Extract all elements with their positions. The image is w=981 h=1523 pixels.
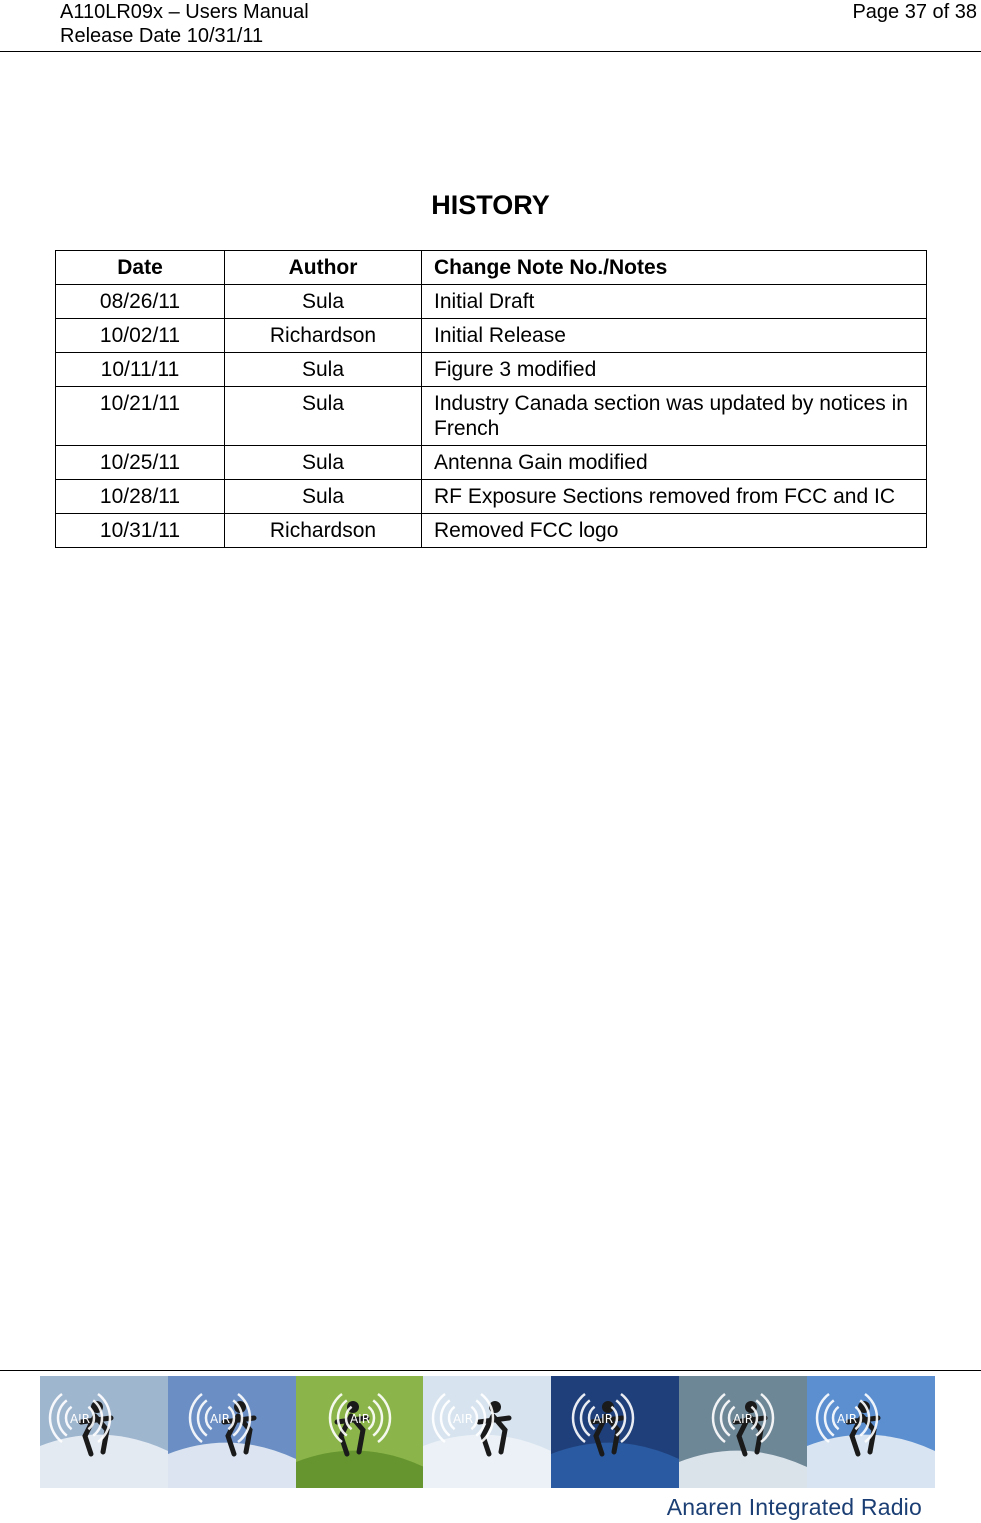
- history-table: [55, 250, 927, 548]
- air-label: AIR: [453, 1412, 474, 1426]
- cell-date: 08/26/11: [56, 285, 225, 319]
- table-row: [56, 353, 927, 387]
- cell-notes: Industry Canada section was updated by notices in French: [422, 387, 927, 446]
- cyclist-icon: [296, 1376, 424, 1488]
- cell-author: Richardson: [225, 319, 422, 353]
- footer-divider: [0, 1370, 981, 1371]
- cell-notes: Initial Draft: [422, 285, 927, 319]
- snowboarder-icon: [423, 1376, 551, 1488]
- banner-panel: [296, 1376, 424, 1488]
- page-number: Page 37 of 38: [852, 1, 977, 23]
- cell-notes: Figure 3 modified: [422, 353, 927, 387]
- document-title: A110LR09x – Users Manual: [60, 1, 309, 23]
- release-date: Release Date 10/31/11: [60, 25, 264, 47]
- cell-date: 10/21/11: [56, 387, 225, 446]
- air-banner: [40, 1376, 935, 1488]
- cell-notes: Initial Release: [422, 319, 927, 353]
- banner-panel: [423, 1376, 551, 1488]
- banner-panel: [551, 1376, 679, 1488]
- skateboarder-icon: [807, 1376, 935, 1488]
- cell-notes: Removed FCC logo: [422, 514, 927, 548]
- air-label: AIR: [349, 1412, 370, 1426]
- cell-date: 10/28/11: [56, 480, 225, 514]
- cell-date: 10/31/11: [56, 514, 225, 548]
- air-label: AIR: [209, 1412, 230, 1426]
- cell-author: Sula: [225, 285, 422, 319]
- table-row: [56, 514, 927, 548]
- banner-panel: [807, 1376, 935, 1488]
- cell-date: 10/02/11: [56, 319, 225, 353]
- cell-notes: RF Exposure Sections removed from FCC and IC: [422, 480, 927, 514]
- air-label: AIR: [593, 1412, 614, 1426]
- table-row: [56, 285, 927, 319]
- snowboarder-icon: [40, 1376, 168, 1488]
- column-header-notes: Change Note No./Notes: [422, 251, 927, 285]
- brand-name: Anaren Integrated Radio: [666, 1494, 922, 1520]
- air-label: AIR: [69, 1412, 91, 1426]
- cell-date: 10/11/11: [56, 353, 225, 387]
- windsurfer-icon: [551, 1376, 679, 1488]
- table-header-row: [56, 251, 927, 285]
- cell-author: Sula: [225, 446, 422, 480]
- table-row: [56, 387, 927, 446]
- banner-panel: [168, 1376, 296, 1488]
- table-row: [56, 446, 927, 480]
- section-title: HISTORY: [431, 190, 550, 220]
- table-row: [56, 480, 927, 514]
- cell-notes: Antenna Gain modified: [422, 446, 927, 480]
- cell-author: Sula: [225, 387, 422, 446]
- cell-author: Sula: [225, 480, 422, 514]
- kayaker-icon: [679, 1376, 807, 1488]
- air-label: AIR: [836, 1412, 857, 1426]
- column-header-author: Author: [225, 251, 422, 285]
- cell-date: 10/25/11: [56, 446, 225, 480]
- banner-panel: [679, 1376, 807, 1488]
- skier-icon: [168, 1376, 296, 1488]
- cell-author: Richardson: [225, 514, 422, 548]
- header-divider: [0, 51, 981, 52]
- air-label: AIR: [732, 1412, 754, 1426]
- header-left: [60, 0, 309, 48]
- cell-author: Sula: [225, 353, 422, 387]
- banner-panel: [40, 1376, 168, 1488]
- column-header-date: Date: [56, 251, 225, 285]
- table-row: [56, 319, 927, 353]
